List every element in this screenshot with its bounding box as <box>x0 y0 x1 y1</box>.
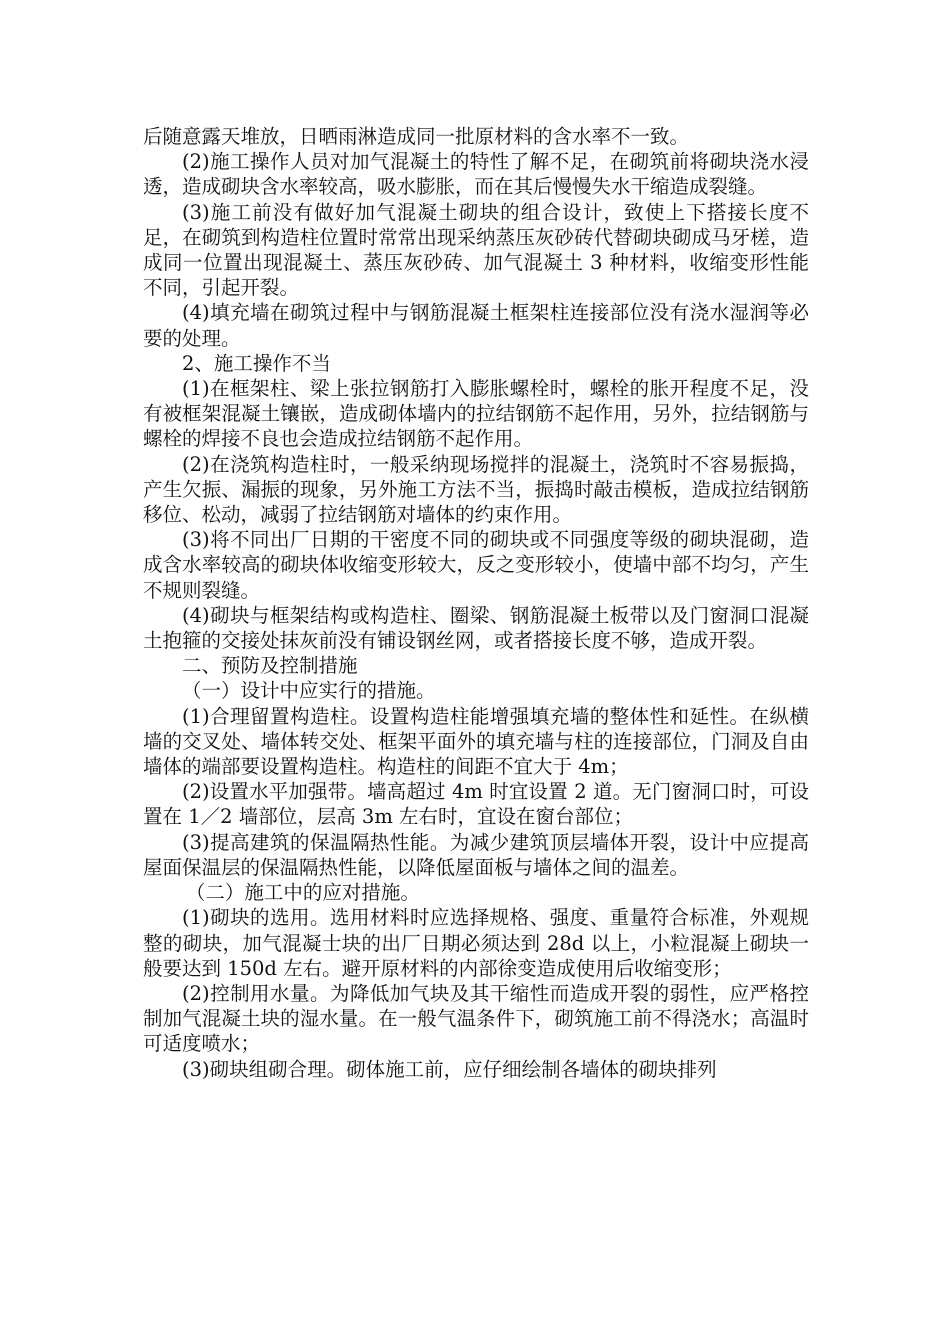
section-heading: 二、预防及控制措施 <box>182 654 358 678</box>
paragraph: (3)砌块组砌合理。砌体施工前，应仔细绘制各墙体的砌块排列 <box>182 1057 717 1081</box>
paragraph: (2)在浇筑构造柱时，一般采纳现场搅拌的混凝土，浇筑时不容易振捣，产生欠振、漏振的现象，另外施工方法不当，振捣时敲击模板，造成拉结钢筋移位、松动，减弱了拉结钢筋对墙体的约束作用。 <box>143 452 809 527</box>
subsection-heading: （二）施工中的应对措施。 <box>185 881 420 905</box>
paragraph: (2)控制用水量。为降低加气块及其干缩性而造成开裂的弱性，应严格控制加气混凝土块的湿水量。在一般气温条件下，砌筑施工前不得浇水；高温时可适度喷水； <box>143 981 809 1056</box>
paragraph: (3)施工前没有做好加气混凝土砌块的组合设计，致使上下搭接长度不足，在砌筑到构造柱位置时常常出现采纳蒸压灰砂砖代替砌块砌成马牙槎，造成同一位置出现混凝土、蒸压灰砂砖、加气混凝土 3 种材料，收缩变形性能不同，引起开裂。 <box>143 200 809 300</box>
paragraph: (1)合理留置构造柱。设置构造柱能增强填充墙的整体性和延性。在纵横墙的交叉处、墙体转交处、框架平面外的填充墙与柱的连接部位，门洞及自由墙体的端部要设置构造柱。构造柱的间距不宜大于 4m； <box>143 704 809 779</box>
paragraph: (2)设置水平加强带。墙高超过 4m 时宜设置 2 道。无门窗洞口时，可设置在 1／2 墙部位，层高 3m 左右时，宜设在窗台部位； <box>143 780 809 829</box>
subsection-heading: （一）设计中应实行的措施。 <box>182 679 436 703</box>
paragraph: (1)在框架柱、梁上张拉钢筋打入膨胀螺栓时，螺栓的胀开程度不足，没有被框架混凝土镶嵌，造成砌体墙内的拉结钢筋不起作用，另外，拉结钢筋与螺栓的焊接不良也会造成拉结钢筋不起作用。 <box>143 377 809 451</box>
paragraph: (4)填充墙在砌筑过程中与钢筋混凝土框架柱连接部位没有浇水湿润等必要的处理。 <box>143 301 809 350</box>
paragraph: (2)施工操作人员对加气混凝土的特性了解不足，在砌筑前将砌块浇水浸透，造成砌块含水率较高，吸水膨胀，而在其后慢慢失水干缩造成裂缝。 <box>143 150 809 199</box>
paragraph: (1)砌块的选用。选用材料时应选择规格、强度、重量符合标准，外观规整的砌块，加气混凝士块的出厂日期必须达到 28d 以上，小粒混凝上砌块一般要达到 150d 左右。避开原材料的内部徐变造成使用后收缩变形； <box>143 906 809 980</box>
section-heading: 2、施工操作不当 <box>182 351 331 375</box>
paragraph: (3)将不同出厂日期的干密度不同的砌块或不同强度等级的砌块混砌，造成含水率较高的砌块体收缩变形较大，反之变形较小，使墙中部不均匀，产生不规则裂缝。 <box>143 528 809 602</box>
paragraph: 后随意露天堆放，日晒雨淋造成同一批原材料的含水率不一致。 <box>143 125 690 148</box>
paragraph: (4)砌块与框架结构或构造柱、圈梁、钢筋混凝土板带以及门窗洞口混凝土抱箍的交接处抹灰前没有铺设钢丝网，或者搭接长度不够，造成开裂。 <box>143 603 809 653</box>
paragraph: (3)提高建筑的保温隔热性能。为减少建筑顶层墙体开裂，设计中应提高屋面保温层的保温隔热性能，以降低屋面板与墙体之间的温差。 <box>143 830 809 879</box>
document-body <box>143 124 809 1082</box>
